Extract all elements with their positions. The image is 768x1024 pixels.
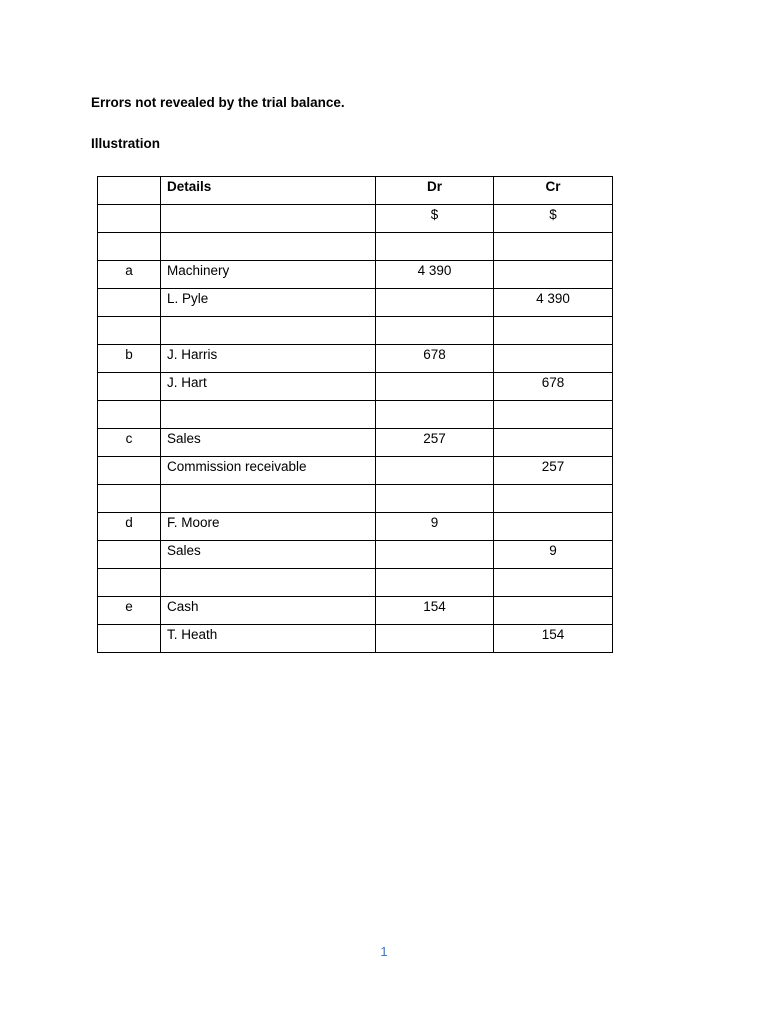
page-number: 1 — [380, 944, 388, 959]
cell-dr: 154 — [376, 597, 494, 625]
journal-body — [98, 205, 613, 653]
cell-details — [161, 233, 376, 261]
cell-details — [161, 317, 376, 345]
cell-details: Sales — [161, 541, 376, 569]
cell-cr: 4 390 — [494, 289, 613, 317]
table-row — [98, 317, 613, 345]
table-row — [98, 429, 613, 457]
cell-ref — [98, 205, 161, 233]
header-details: Details — [161, 177, 376, 205]
header-ref — [98, 177, 161, 205]
cell-ref — [98, 373, 161, 401]
cell-cr — [494, 569, 613, 597]
cell-ref: c — [98, 429, 161, 457]
table-row — [98, 457, 613, 485]
cell-ref — [98, 625, 161, 653]
cell-dr — [376, 401, 494, 429]
cell-cr — [494, 233, 613, 261]
cell-details: J. Harris — [161, 345, 376, 373]
table-row — [98, 597, 613, 625]
cell-cr — [494, 261, 613, 289]
cell-ref — [98, 457, 161, 485]
cell-dr — [376, 541, 494, 569]
cell-dr: 678 — [376, 345, 494, 373]
cell-dr — [376, 373, 494, 401]
table-row — [98, 541, 613, 569]
cell-details: Commission receivable — [161, 457, 376, 485]
cell-dr — [376, 233, 494, 261]
journal-table — [97, 176, 613, 653]
table-row — [98, 625, 613, 653]
cell-dr — [376, 485, 494, 513]
cell-dr: 9 — [376, 513, 494, 541]
cell-cr — [494, 513, 613, 541]
cell-cr: 9 — [494, 541, 613, 569]
cell-ref — [98, 233, 161, 261]
table-row — [98, 233, 613, 261]
table-header-row — [98, 177, 613, 205]
cell-cr: 154 — [494, 625, 613, 653]
cell-details: T. Heath — [161, 625, 376, 653]
cell-ref: b — [98, 345, 161, 373]
document-subtitle: Illustration — [91, 136, 161, 151]
table-row — [98, 261, 613, 289]
cell-ref — [98, 569, 161, 597]
cell-details: L. Pyle — [161, 289, 376, 317]
cell-dr — [376, 569, 494, 597]
cell-details — [161, 485, 376, 513]
table-row — [98, 401, 613, 429]
cell-cr: $ — [494, 205, 613, 233]
cell-cr — [494, 429, 613, 457]
document-title: Errors not revealed by the trial balance. — [91, 95, 345, 110]
cell-ref: a — [98, 261, 161, 289]
cell-details: Machinery — [161, 261, 376, 289]
cell-ref — [98, 317, 161, 345]
table-row — [98, 289, 613, 317]
cell-cr — [494, 401, 613, 429]
cell-dr — [376, 457, 494, 485]
cell-details: Cash — [161, 597, 376, 625]
table-row — [98, 485, 613, 513]
cell-ref: e — [98, 597, 161, 625]
header-cr: Cr — [494, 177, 613, 205]
cell-ref — [98, 541, 161, 569]
cell-cr — [494, 317, 613, 345]
cell-cr — [494, 597, 613, 625]
cell-ref — [98, 485, 161, 513]
cell-cr: 678 — [494, 373, 613, 401]
cell-ref: d — [98, 513, 161, 541]
cell-dr: $ — [376, 205, 494, 233]
cell-dr — [376, 317, 494, 345]
table-row — [98, 205, 613, 233]
cell-dr: 4 390 — [376, 261, 494, 289]
table-row — [98, 345, 613, 373]
cell-details — [161, 205, 376, 233]
cell-cr — [494, 485, 613, 513]
cell-details: F. Moore — [161, 513, 376, 541]
cell-dr — [376, 625, 494, 653]
cell-details — [161, 401, 376, 429]
cell-details — [161, 569, 376, 597]
cell-cr — [494, 345, 613, 373]
table-row — [98, 569, 613, 597]
table-row — [98, 373, 613, 401]
cell-ref — [98, 289, 161, 317]
cell-details: J. Hart — [161, 373, 376, 401]
cell-ref — [98, 401, 161, 429]
header-dr: Dr — [376, 177, 494, 205]
cell-cr: 257 — [494, 457, 613, 485]
table-row — [98, 513, 613, 541]
cell-dr — [376, 289, 494, 317]
cell-dr: 257 — [376, 429, 494, 457]
cell-details: Sales — [161, 429, 376, 457]
